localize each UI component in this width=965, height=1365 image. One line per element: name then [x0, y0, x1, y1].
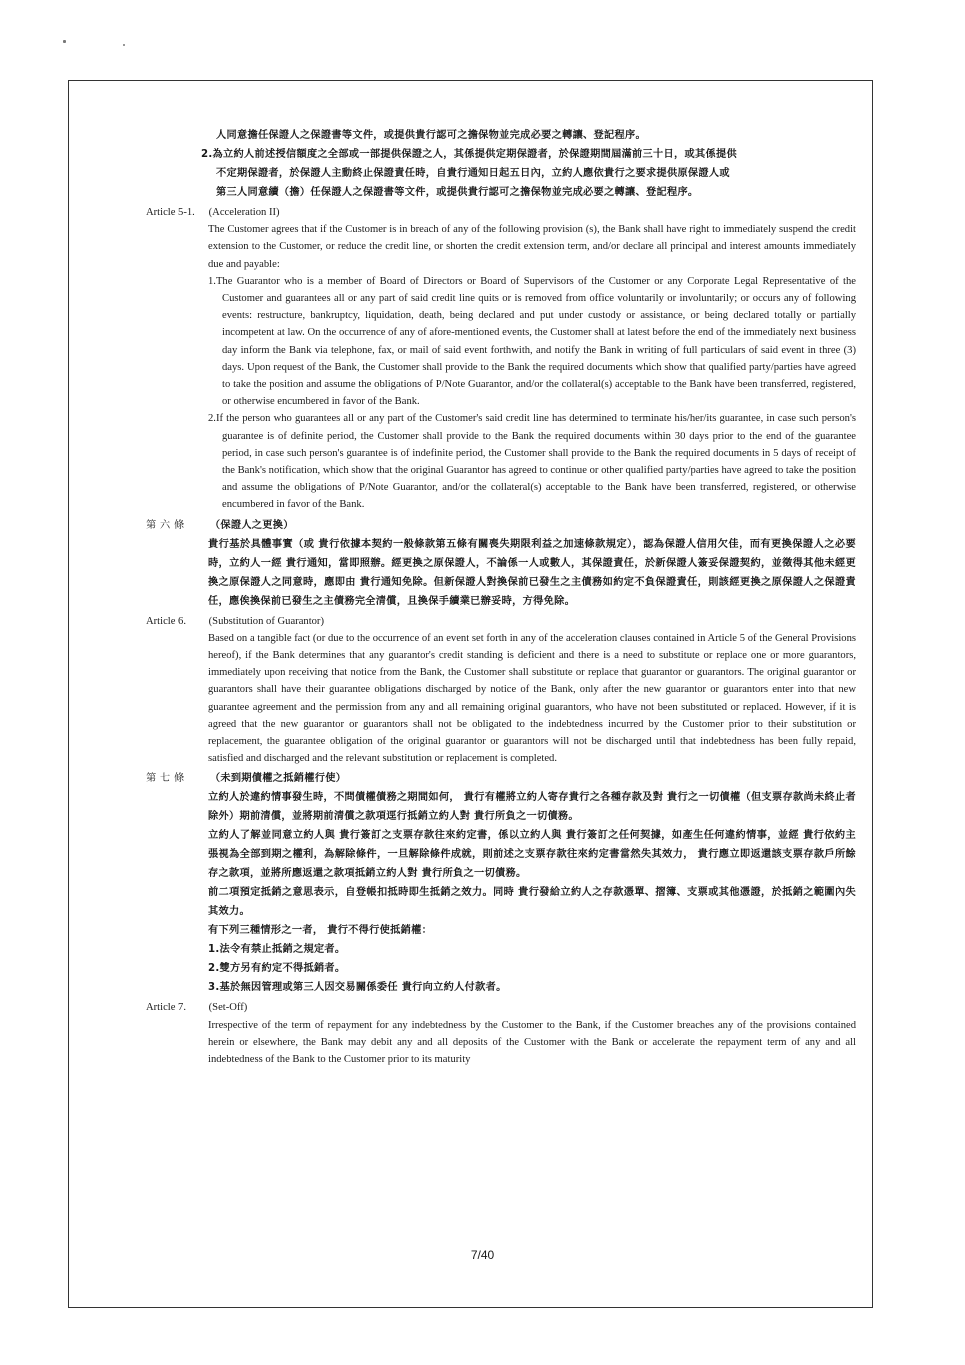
list-item: 3.基於無因管理或第三人因交易關係委任 貴行向立約人付款者。 — [208, 982, 507, 994]
list-item: 1.法令有禁止抵銷之規定者。 — [208, 944, 346, 956]
article-label: 第 六 條 — [146, 519, 185, 531]
zh-line: 2.為立約人前述授信額度之全部或一部提供保證之人，其係提供定期保證者，於保證期間屆滿前三十日，或其係提供 — [201, 149, 737, 160]
article-paragraph: 立約人於違約情事發生時，不問債權債務之期間如何， 貴行有權將立約人寄存貴行之各種存款及對 貴行之一切債權（但支票存款尚未終止者除外）期前清償，並將期前清償之款項逕行抵銷立約人對 貴行所負之一切債務。 — [208, 792, 856, 823]
article-heading — [146, 999, 856, 1016]
zh-article-7 — [146, 769, 856, 997]
article-heading — [146, 613, 856, 630]
scan-speck — [123, 44, 125, 46]
article-intro: The Customer agrees that if the Customer is in breach of any of the following provision (s), the Bank shall have right to immediately suspend the credit extension to the Customer, or reduce the credit line, or shorten the credit extension term, and/or declare all principal and interest amounts immediately due and payable: — [208, 224, 856, 270]
article-title: (Acceleration II) — [208, 207, 280, 218]
article-paragraph: 立約人了解並同意立約人與 貴行簽訂之支票存款往來約定書，係以立約人與 貴行簽訂之任何契據，如產生任何違約情事，並經 貴行依約主張視為全部到期之權利，為解除條件，一旦解除條件成就，則前述之支票存款往來約定書當然失其效力， 貴行應立即返還該支票存款戶所餘存之款項，並將所應返還之款項抵銷立約人對 貴行所負之一切債務。 — [208, 830, 856, 880]
article-label: Article 6. — [146, 615, 187, 627]
article-body: Based on a tangible fact (or due to the occurrence of an event set forth in any of the acceleration clauses contained in Article 5 of the General Provisions hereof), if the Bank determines that any guarantor's credit standing is deficient and there is a need to substitute or replace one or more guarantors, immediately upon receiving that notice from the Bank, the Customer shall substitute or replace that guarantor or guarantors. The original guarantor or guarantors shall have their guarantee obligations discharged by notice of the Bank, only after the new guarantor or guarantors enter into that new guarantee agreement and the permission from any and all remaining original guarantors, who have not been substituted or replaced. However, if it is agreed that the new guarantor or guarantors shall not be obligated to the indebtedness incurred by the Customer prior to their substitution or replacement, the guarantee obligation of the original guarantor or guarantors will not be discharged until that indebtedness has been fully repaid, satisfied and discharged and the relevant substitution or replacement is completed. — [208, 632, 856, 765]
document-body — [146, 126, 856, 1068]
article-paragraph: 有下列三種情形之一者， 貴行不得行使抵銷權： — [208, 925, 433, 937]
article-title: (Set-Off) — [208, 1002, 248, 1014]
article-paragraph: 前二項預定抵銷之意思表示，自登帳扣抵時即生抵銷之效力。同時 貴行發給立約人之存款憑單、摺簿、支票或其他憑證，於抵銷之範圍內失其效力。 — [208, 887, 856, 918]
article-5-1 — [146, 204, 856, 514]
article-6 — [146, 613, 856, 768]
article-title: （未到期債權之抵銷權行使） — [209, 773, 347, 785]
article-body: Irrespective of the term of repayment for any indebtedness by the Customer to the Bank, if the Customer breaches any of the provisions contained herein or elsewhere, the Bank may debit any and all deposits of the Customer with the Bank or accelerate the repayment term of any and all indebtedness of the Bank to the Customer prior to its maturity — [208, 1019, 856, 1066]
article-title: （保證人之更換） — [209, 519, 294, 531]
scan-speck — [63, 40, 66, 43]
previous-article-tail — [146, 126, 856, 202]
article-heading — [146, 204, 856, 221]
page-number: 7/40 — [470, 1248, 495, 1262]
article-label: Article 5-1. — [146, 207, 195, 218]
list-item: 2.雙方另有約定不得抵銷者。 — [208, 963, 346, 975]
article-item-1: 1.The Guarantor who is a member of Board of Directors or Board of Supervisors of the Customer or any Corporate Legal Representative of the Customer and guarantees all or any part of said credit line quits or is removed from office voluntarily or involuntarily; or occurs any of following events: restructure, bankruptcy, liquidation, death, being declared and put under custody or assistance, or being declared totally or partially incompetent at law. On the occurrence of any of afore-mentioned events, the Customer shall at latest before the end of the immediately next business day inform the Bank via telephone, fax, or mail of said event forthwith, and notify the Bank in writing of full particulars of said event in three (3) days. Upon request of the Bank, the Customer shall provide to the Bank the required documents which show that qualified party/parties have agreed to take the position and assume the obligations of P/Note Guarantor, and/or the collateral(s) acceptable to the Bank have been transferred, registered, or otherwise encumbered in favor of the Bank. — [208, 275, 856, 408]
zh-article-6 — [146, 516, 856, 611]
article-body: 貴行基於具體事實（或 貴行依據本契約一般條款第五條有關喪失期限利益之加速條款規定），認為保證人信用欠佳，而有更換保證人之必要時，立約人一經 貴行通知，當即照辦。經更換之原保證人，不論係一人或數人，其保證責任，於新保證人簽妥保證契約，並徵得其他未經更換之原保證人之同意時，應即由 貴行通知免除。但新保證人對換保前已發生之主債務如約定不負保證責任，則該經更換之原保證人之保證責任，應俟換保前已發生之主債務完全清償，且換保手續業已辦妥時，方得免除。 — [208, 538, 856, 607]
article-title: (Substitution of Guarantor) — [208, 615, 324, 627]
article-label: Article 7. — [146, 1002, 187, 1014]
article-7 — [146, 999, 856, 1068]
zh-line: 第三人同意續（擔）任保證人之保證書等文件，或提供貴行認可之擔保物並完成必要之轉讓、登記程序。 — [216, 187, 699, 198]
article-label: 第 七 條 — [146, 773, 185, 785]
zh-line: 人同意擔任保證人之保證書等文件，或提供貴行認可之擔保物並完成必要之轉讓、登記程序。 — [216, 130, 646, 141]
zh-line: 不定期保證者，於保證人主動終止保證責任時，自貴行通知日起五日內，立約人應依貴行之要求提供原保證人或 — [216, 168, 730, 179]
article-item-2: 2.If the person who guarantees all or any part of the Customer's said credit line has determined to terminate his/her/its guarantee, in case such person's guarantee is of definite period, the Customer shall provide to the Bank the required documents within 30 days prior to the end of the guarantee period, in case such person's guarantee is of indefinite period, the Customer shall provide to the Bank the required documents in 5 days of receipt of the Bank's notification, which show that the original Guarantor has agreed to continue or other qualified party/parties have agreed to take the position and assume the obligations of P/Note Guarantor, and/or the collateral(s) acceptable to the Bank have been transferred, registered, or otherwise encumbered in favor of the Bank. — [208, 413, 856, 511]
article-heading — [146, 769, 856, 788]
article-heading — [146, 516, 856, 535]
